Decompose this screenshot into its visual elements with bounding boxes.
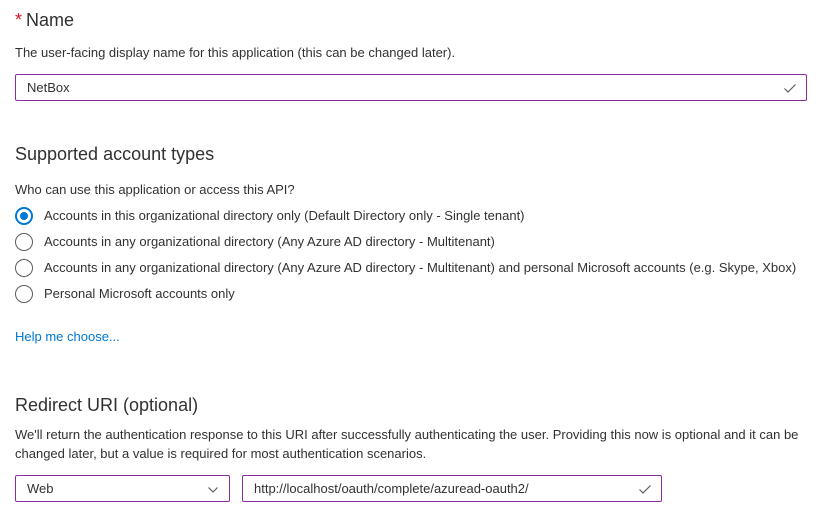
radio-option-label: Accounts in any organizational directory (Any Azure AD directory - Multitenant) xyxy=(44,234,495,249)
name-title-text: Name xyxy=(26,10,75,30)
redirect-uri-controls xyxy=(15,475,807,502)
required-asterisk: * xyxy=(15,10,23,30)
radio-button[interactable] xyxy=(15,259,33,277)
redirect-uri-title: Redirect URI (optional) xyxy=(15,395,199,415)
redirect-uri-input[interactable] xyxy=(242,475,662,502)
redirect-uri-input-wrap xyxy=(242,475,662,502)
radio-option-label: Personal Microsoft accounts only xyxy=(44,286,235,301)
name-section-title xyxy=(15,8,807,32)
help-me-choose-link[interactable]: Help me choose... xyxy=(15,329,120,344)
radio-button-selected[interactable] xyxy=(15,207,33,225)
name-description: The user-facing display name for this application (this can be changed later). xyxy=(15,45,456,60)
redirect-uri-description: We'll return the authentication response to this URI after successfully authenticating the user. Providing this now is optional and it can be changed later, but a value is required for most authentication scenarios. xyxy=(15,427,799,461)
name-input[interactable] xyxy=(15,74,807,101)
radio-option-multitenant-personal[interactable] xyxy=(15,259,807,277)
radio-option-single-tenant[interactable] xyxy=(15,207,807,225)
radio-button[interactable] xyxy=(15,233,33,251)
name-input-wrap xyxy=(15,74,807,101)
platform-select-value: Web xyxy=(27,481,54,496)
radio-option-personal-only[interactable] xyxy=(15,285,807,303)
account-types-question: Who can use this application or access this API? xyxy=(15,182,295,197)
account-types-radio-group xyxy=(15,207,807,303)
radio-option-label: Accounts in this organizational directory only (Default Directory only - Single tenant) xyxy=(44,208,525,223)
chevron-down-icon xyxy=(206,483,220,497)
account-types-title: Supported account types xyxy=(15,144,215,164)
platform-select[interactable] xyxy=(15,475,230,502)
radio-button[interactable] xyxy=(15,285,33,303)
radio-option-label: Accounts in any organizational directory (Any Azure AD directory - Multitenant) and personal Microsoft accounts (e.g. Skype, Xbox) xyxy=(44,260,797,275)
radio-option-multitenant[interactable] xyxy=(15,233,807,251)
